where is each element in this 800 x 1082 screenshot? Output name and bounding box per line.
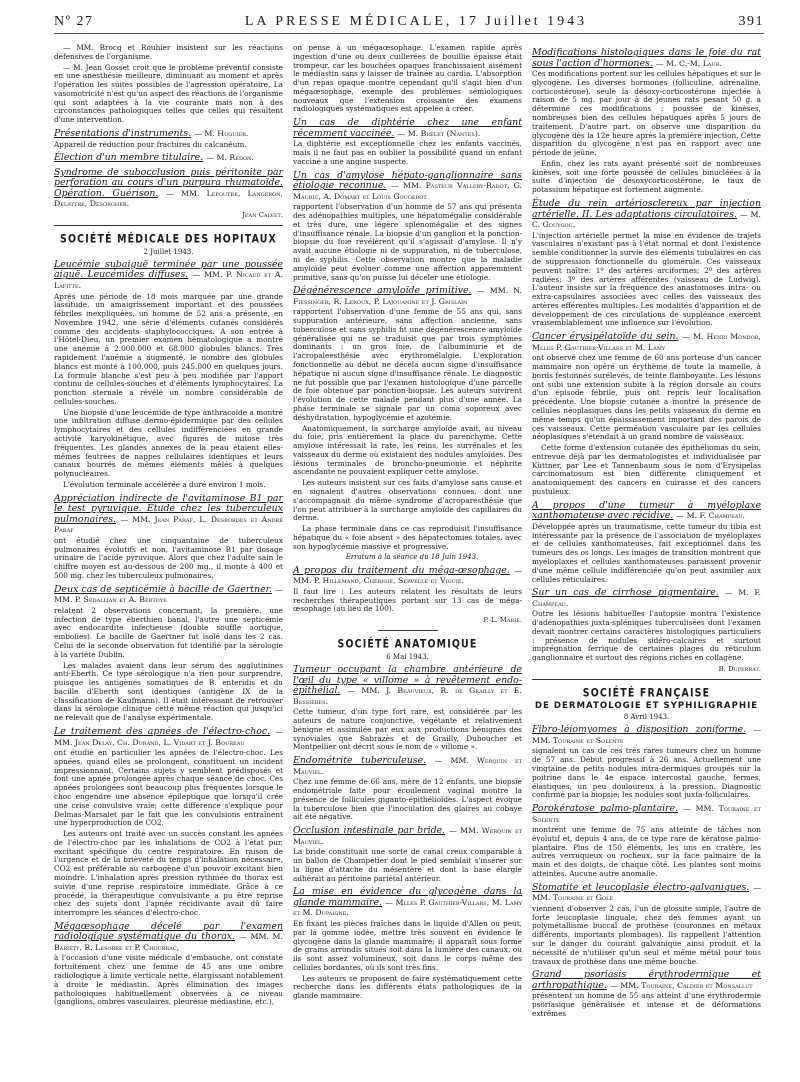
report-heading: La mise en évidence du glycogène dans la glande mammaire.	[293, 886, 522, 908]
paragraph: — M. Jean Gosset croit que le problème préventif consiste en une anesthésie meilleure, diminuant au moment et après l'opération les suites possibles de l'agression opératoire. La vasomotricité n'est qu'un aspect des réactions de l'organisme qui sont adaptées à la vie courante mais non à des circonstances pathologiques telles que celles qui résultent d'une intervention.	[54, 62, 283, 125]
report-authors: — M. F. Champeau.	[532, 588, 761, 608]
report-title	[532, 48, 761, 69]
signature: Jean Calvet.	[242, 211, 283, 219]
paragraph: Ces modifications portent sur les cellules hépatiques et sur le glycogène. Les diverses hormones (folliculine, adrénaline, corticostérone), seule la désoxy-corticostérone injectée à raison de 5 mg. par jour à de jeunes rats pesant 50 g. a déterminé ces modifications : poussée de kinèses, nombreuses bien des cellules hépatiques après 5 jours de traitement. D'autre part, on observe une disparition du glycogène dès la 12e heure après la première injection. Cette disparition du glycogène n'est pas en rapport avec une période de jeûne.	[532, 69, 761, 158]
report-authors: — MM. N. Fiessinger, R. Leroux, P. Lajouanine et J. Grislain	[293, 286, 522, 306]
paragraph: Cette forme d'extension cutanée des épithéliomas du sein, entrevue déjà par les dermatologistes et individualisée par Küttner, par Lee et Tannenbaum sous le nom d'Erysipelas carcinomatosum est bien différente cliniquement et anatomiquement des cancers en cuirasse et des cancers pustuleux.	[532, 443, 761, 496]
paragraph: Après une période de 18 mois marquée par une grande lassitude, un amaigrissement important et des poussées fébriles inexpliquées, un homme de 52 ans a présenté, en Novembre 1942, une série d'éléments cutanés considérés comme des accidents staphylococciques. A son entrée à l'Hôtel-Dieu, un premier examen hématologique a montré une anémie à 2.000.000 et 68.000 globules blancs. Très rapidement l'anémie a augmenté, le nombre des globules blancs est monté à 100.000, puis 245.000 en quelques jours. La formule blanche s'est peu à peu modifiée par l'apport continu de cellules-souches et d'éléments lymphocytaires. La ponction sternale a révélé un nombre considérable de cellules-souches.	[54, 291, 283, 406]
report-heading: Étude du rein artériosclereux par injection artérielle. II. Les adaptations circulatoires.	[532, 198, 761, 220]
paragraph: Une biopsie d'une leucémide de type anthracoïde a montré une infiltration diffuse dermo-épidermique par des cellules lymphocytaires et des cellules indifférenciées en grande activité karyokinétique, avec figures de mitose très fréquentes. Les glandes annexes de la peau étaient elles-mêmes feutrées de nappes cellulaires identiques et leurs canaux bourrés de mêmes éléments mêlés à quelques polynucléaires.	[54, 407, 283, 479]
report-title	[54, 153, 283, 164]
report-title	[54, 585, 283, 606]
report-heading: Stomatite et leucoplasie électro-galvaniques.	[532, 881, 750, 893]
report-authors: — M. F. Champeau.	[676, 511, 746, 521]
paragraph: Outre les lésions habituelles l'autopsie montra l'existence d'adénopathies juxta-spléniques tuberculisées dont l'examen devait montrer certains caractères histologiques particuliers : présence de nodules sidéro-calcaires et surtout imprégnation ferrique de certaines plages du réticulum ganglionnaire et surtout des régions riches en collagène.	[532, 609, 761, 663]
report-title	[293, 566, 522, 587]
report-heading: Dégénérescence amyloïde primitive.	[293, 285, 472, 297]
paragraph: ont étudié en particulier les apnées de l'électro-choc. Les apnées, quand elles se prolongent, constituent un incident impressionnant. Certains sujets y semblent prédisposés et font une apnée prolongée après chaque séance de choc. Ces apnées prolongées sont beaucoup plus fréquentes lorsque le choc engendre une absence épileptique que lorsqu'il crée une crise convulsive vraie; cette différence s'explique pour Delmas-Marsalet par le fait que les convulsions entraînent une hyperproduction de CO2.	[54, 748, 283, 828]
section-date: 6 Mai 1943.	[386, 652, 429, 661]
report-authors: — MM. Werquin et Mauviel.	[293, 756, 522, 776]
divider	[378, 630, 438, 631]
report-heading: Tumeur occupant la chambre antérieure de l'œil du type « villome » à revêtement endo-épithélial.	[293, 664, 522, 697]
report-heading: Sur un cas de cirrhose pigmentaire.	[532, 587, 719, 599]
paragraph: Il faut lire : Les auteurs relatent les résultats de leurs recherches thérapeutiques portant sur 13 cas de méga-œsophage (au lieu de 100).	[293, 586, 522, 614]
report-heading: Syndrome de subocclusion puis péritonite par perforation au cours d'un purpura rhumatoïde. Opération. Guérison.	[54, 166, 283, 199]
paragraph: — MM. Brocq et Rouhier insistent sur les réactions défensives de l'organisme.	[54, 43, 283, 61]
paragraph: L'évolution terminale accélérée a duré environ 1 mois.	[63, 479, 266, 489]
section-date: 8 Avril 1943.	[623, 712, 670, 721]
report-title	[532, 883, 761, 904]
report-heading: Élection d'un membre titulaire.	[54, 152, 204, 164]
column-2	[293, 44, 522, 1021]
report-authors: — MM. M. Bariéty, R. Lesobre et P. Choubrac,	[54, 932, 283, 952]
paragraph: Enfin, chez les rats ayant présenté soit de nombreuses kinèses, soit une forte poussée de cellules binucléées à la suite d'injection de désoxycorticostérone, le taux de potassium hépatique est fortement augmenté.	[532, 158, 761, 195]
report-heading: Appréciation indirecte de l'avitaminose B1 par le test pyruvique. Étude chez les tuberculeux pulmonaires.	[54, 492, 283, 525]
report-heading: Un cas de diphtérie chez une enfant récemment vaccinée.	[293, 117, 522, 139]
section-title: SOCIÉTÉ MÉDICALE DES HOPITAUX	[60, 232, 277, 247]
issue-number: Nº 27	[54, 14, 94, 29]
report-title	[54, 727, 283, 748]
report-authors: — MM. Lepoutre, Langeron, Delattre, Desorgher.	[54, 188, 284, 209]
paragraph: présentent un homme de 55 ans atteint d'une érythrodermie psoriasique généralisée et intense et de déformations extrêmes	[532, 991, 761, 1018]
journal-title: LA PRESSE MÉDICALE, 17 Juillet 1943	[244, 14, 588, 29]
section-subtitle: DE DERMATOLOGIE ET SYPHILIGRAPHIE	[534, 700, 759, 711]
signature: B. Duperrat.	[718, 665, 761, 674]
report-heading: Un cas d'amylose hépato-ganglionnaire sans étiologie reconnue.	[293, 169, 522, 192]
report-title	[532, 501, 761, 522]
page-number: 391	[738, 14, 764, 29]
paragraph: montrent une femme de 75 ans atteinte de tâches non évolutif et, depuis 4 ans, de ce type rare de kératose palmo-plantaire. Plus de 150 éléments, les uns en cratère, les autres verruqueux ou rocheux, sur la face palmaire de la main et des doigts, de chaque côté. Les plantes sont moins atteintes. Aucune autre anomalie.	[532, 825, 761, 879]
report-heading: Endométrite tuberculeuse.	[293, 755, 427, 767]
report-authors: — MM. J. Beauvieux, R. de Grailly et E. Bessières.	[293, 686, 523, 706]
report-title	[293, 826, 522, 847]
paragraph: L'injection artérielle permet la mise en évidence de trajets vasculaires n'existant pas à l'état normal et dont l'existence semble conditionner la survie des éléments tubulaires en cas de suppression fonctionnelle du glomérule. Ces vaisseaux peuvent naître: 1º des artères arciformes; 2º des artères radiées; 3º des artères afférentes (vaisseau de Ludwig). L'auteur insiste sur la fréquence des anastomoses intra- ou extra-capsulaires associées avec celles des vaisseaux des artères efférentes multiples. Les modalités d'apparition et de développement de ces circulations de suppléance exercent vraisemblablement une influence sur l'évolution.	[532, 230, 761, 328]
report-title	[532, 970, 761, 991]
report-heading: Grand psoriasis érythrodermique et arthropathique.	[532, 969, 761, 991]
report-heading: Présentations d'instruments.	[54, 128, 192, 140]
report-title	[532, 199, 761, 231]
paragraph: Les auteurs insistent sur ces faits d'amylose sans cause et en signalent d'autres observations connues, dont une s'accompagnait du même syndrome d'acroparesthésie que l'on peut attribuer à la surcharge amyloïde des capillaires du derme.	[293, 478, 522, 523]
report-authors: — MM. Werquin et Mauviel.	[293, 826, 523, 846]
column-3	[532, 44, 761, 1021]
report-authors: — MM. Touraine, Caldier et Monsallut	[609, 980, 753, 990]
report-title	[54, 129, 283, 140]
paragraph: Anatomiquement, la surcharge amyloïde avait, au niveau du foie, pris entièrement la place du parenchyme. Cette amylose intéressait la rate, les reins, les surrénales et les vaisseaux du derme où existaient des nodules amyloïdes. Des lésions terminales de broncho-pneumonie et néphrite ascendante ne pouvaient expliquer cette amylose.	[293, 423, 522, 477]
paragraph: ont étudié chez une cinquantaine de tuberculeux pulmonaires évolutifs et non, l'avitaminose B1 par dosage urinaire de l'acide pyruvique. Alors que chez l'adulte sain le chiffre moyen est au-dessous de 200 mg., il monte à 400 et 500 mg. chez les tuberculeux pulmonaires.	[54, 535, 283, 580]
section-date: 2 Juillet 1943.	[143, 247, 194, 256]
report-title	[532, 332, 761, 353]
paragraph: signalent un cas de ces très rares tumeurs chez un homme de 57 ans. Début progressif à 26 ans. Actuellement une vingtaine de petits nodules intra-dermiques groupés sur la poitrine dans le 4e espace intercostal gauche, fermes, élastiques, un peu douloureux à la pression. Diagnostic confirmé par la biopsie; les nodules sont juxta-folliculaires.	[532, 746, 761, 800]
report-title	[293, 286, 522, 307]
report-heading: Modifications histologiques dans le foie du rat sous l'action d'hormones.	[532, 47, 761, 69]
report-authors: — MM. Touraine et Solente	[532, 804, 762, 824]
report-authors: — M. Huguier.	[194, 129, 249, 139]
report-title	[532, 804, 761, 825]
divider	[54, 225, 283, 226]
report-authors: — Mlles P. Gauthier-Villars, M. Lamy et M. Dupaigne.	[293, 897, 522, 918]
paragraph: Chez une femme de 66 ans, mère de 12 enfants, une biopsie endométriale faite pour écoulement vaginal montre la présence de follicules giganto-épithélioïdes. L'aspect évoque la tuberculose bien que l'inoculation des glaires au cobaye ait été négative.	[293, 777, 522, 822]
report-heading: Le traitement des apnées de l'électro-choc.	[54, 725, 271, 737]
report-heading: Leucémie subaiguë terminée par une poussée aiguë. Leucémides diffuses.	[54, 258, 283, 281]
report-heading: A propos d'une tumeur à myéloplaxe xanthomateuse avec récidive.	[532, 499, 761, 522]
report-title	[54, 494, 283, 536]
report-heading: Occlusion intestinale par bride.	[293, 825, 446, 837]
report-authors: — MM. P. Nicaud et A. Lafitte.	[54, 270, 283, 290]
paragraph: La diphtérie est exceptionnelle chez les enfants vaccinés, mais il ne faut pas en oublier la possibilité quand un enfant vacciné a une angine suspecte.	[293, 139, 522, 166]
report-title	[293, 665, 522, 707]
report-authors: — MM. P. Hillemand, Chérigié, Servelle et Viguié.	[293, 565, 522, 586]
report-authors: — MM. Touraine et Solente	[532, 725, 761, 745]
report-title	[293, 171, 522, 203]
report-authors: — M. C. Gouygou.	[532, 209, 761, 230]
paragraph: on pense à un mégaœsophage. L'examen rapide après ingestion d'une ou deux cuillerées de bouillie épaisse était trompeur, car les bouchées opaques franchissaient aisément le médiastin sans y laisser de traînée au cardia. L'absorption d'un repas opaque montre cependant qu'il s'agit bien d'un mégaœsophage, exemple des problèmes sémiologiques nouveaux que l'extension croissante des examens radiologiques systématiques est appelée à créer.	[293, 43, 522, 114]
paragraph: rapportent l'observation d'une femme de 55 ans qui, sans suppuration antérieure, sans affection ancienne, sans tuberculose et sans syphilis fit une dégénérescence amyloïde généralisée qui ne se traduisit que par trois symptômes dominants : un gros foie, de l'albuminurie et de l'acropaleesthésie avec érythromélalgie. L'exploration fonctionnelle au début ne décela aucun signe d'insuffisance hépatique ni aucun signe d'insuffisance rénale. Le diagnostic ne fut possible que par l'examen histologique d'une parcelle de foie obtenue par ponction-biopsie. Les auteurs suivirent l'évolution de cette malade pendant plus d'une année. La phase terminale se signale par un coma soporeux avec déshydratation, hypoglycémie et azotémie.	[293, 307, 522, 422]
section-title: SOCIÉTÉ FRANÇAISE	[582, 686, 711, 701]
report-authors: — M. Henri Mondor, Mlles P. Gauthier-Villars et M. Lamy	[532, 332, 761, 352]
paragraph: à l'occasion d'une visite médicale d'embauche, ont constaté fortuitement chez une femme de 45 ans une ombre radiologique à limite verticale nette, élargissant notablement à droite le médiastin. Après élimination des images pathologiques habituellement observées à ce niveau (ganglions, ombres vasculaires, pleurésie médiastine, etc.),	[54, 953, 283, 1007]
section-title: SOCIÉTÉ ANATOMIQUE	[337, 638, 478, 652]
paragraph: viennent d'observer 2 cas, l'un de glossite simple, l'autre de forte leucoplasie linguale, chez des femmes ayant un polymétallisme buccal de prothèse (couronnes en métaux différents, importants plombages). Ils rappellent l'attention sur le danger du courant galvanique ainsi produit et la nécessité de n'utiliser qu'un seul et même métal pour tous travaux de prothèse dans une même bouche.	[532, 903, 761, 966]
report-authors: — MM. P. Sédallian et A. Bertoye	[54, 584, 283, 605]
report-authors: — M. C.-M. Laur.	[655, 58, 722, 68]
report-authors: — M. Redon.	[206, 153, 254, 163]
paragraph: En fixant les pièces fraîches dans le liquide d'Allen ou peut, par la gomme iodée, mettre très souvent en évidence le glycogène dans la glande mammaire; il apparaît sous forme de grains arrondis situés soit dans la lumière des canaux, où ils sont assez volumineux, soit dans le corps même des cellules bordantes, où ils sont très fins.	[293, 918, 522, 972]
report-authors: — MM. Pasteur Vallery-Radot, G. Mauric, A. Domart et Louis Gougerot	[293, 181, 523, 201]
paragraph: Appareil de réduction pour fractures du calcanéum.	[54, 139, 247, 149]
article-columns	[54, 44, 764, 1021]
report-title	[293, 118, 522, 139]
paragraph: relatent 2 observations concernant, la première, une infection de type éberthien banal, l'autre une septicémie avec endocardite infectieuse (double souffle aortique, embolies). Le bacille de Gaertner fut isolé dans les 2 cas. Celui de la seconde observation fut identifié par la sérologie à la variété Dublin.	[54, 605, 283, 659]
paragraph: Cette tumeur, d'un type fort rare, est considérée par les auteurs de nature conjonctive, végétante et relativement bénigne et assimilée par eux aux productions bénignes des synoviales que Sabrazès et de Grailly, Duboucher et Montpellier ont décrit sous le nom de « villome ».	[293, 707, 522, 752]
report-title	[54, 168, 283, 210]
report-authors: — MM. Touraine et Golé	[532, 882, 762, 903]
paragraph: rapportent l'observation d'un homme de 57 ans qui présenta des adénopathies multiples, une hépatomégalie considérable et très dure, une légère splénomégalie et des signes d'insuffisance rénale. La biopsie d'un ganglion et la ponction-biopsie du foie révélèrent qu'il s'agissait d'amylose. Il n'y avait aucune étiologie ni de suppuration, ni de tuberculose, ni de syphilis. Cette observation montre que la maladie amyloïde peut évoluer comme une affection apparemment primitive, sans qu'on puisse lui déceler une étiologie.	[293, 202, 522, 282]
paragraph: ont observé chez une femme de 60 ans porteuse d'un cancer mammaire non opéré un érythème de toute la mamelle, à bords festonnés surélevés, de teinte flamboyante. Les lésions ont subi une extension subite à la région dorsale au cours d'un épisode fébrile, puis ont repris leur localisation précédente. Une biopsie cutanée a montré la présence de cellules néoplasiques dans les petits vaisseaux du derme en même temps qu'un épaississement important des parois de ces vaisseaux. Cette perméation vasculaire par les cellules néoplasiques s'étendait à un grand nombre de vaisseaux.	[532, 353, 761, 442]
paragraph: Développée après un traumatisme, cette tumeur du tibia est intéressante par la présence de l'association de myéloplaxes et de cellules xanthomateuses, fait exceptionnel dans les tumeurs des os longs. Les images de transition montrent que myéloplaxes et cellules xanthomateuses paraissent provenir d'une même cellule indifférenciée qu'on peut assimiler aux cellules réticulaires.	[532, 521, 761, 584]
report-heading: Fibro-léiomyomes à disposition zoniforme.	[532, 724, 747, 736]
erratum-note: Erratum à la séance du 18 Juin 1943.	[345, 553, 479, 562]
column-1	[54, 44, 283, 1021]
report-title	[293, 887, 522, 919]
paragraph: La phase terminale dans ce cas reproduisit l'insuffisance hépatique du « foie absent » des hépatectomies totales, avec son hypoglycémie massive et progressive.	[293, 524, 522, 551]
report-title	[54, 260, 283, 292]
paragraph: La bride constituait une sorte de canal creux comparable à un ballon de Champetier dont le pied semblait s'insérer sur la ligne d'attache du mésentère et dont la base élargie adhérait au péritoine pariétal antérieur.	[293, 847, 522, 883]
report-title	[532, 588, 761, 609]
page-header	[54, 14, 764, 34]
report-authors: — MM. Jean Paraf, L. Desbordes et André Paraf	[54, 514, 283, 535]
report-heading: Porokératose palmo-plantaire.	[532, 803, 679, 815]
report-title	[293, 756, 522, 777]
paragraph: Les auteurs se proposent de faire systématiquement cette recherche dans les différents états pathologiques de la glande mammaire.	[293, 973, 522, 1001]
signature: P.-L. Marie.	[483, 616, 522, 625]
report-title	[532, 725, 761, 746]
report-authors: — MM. Jean Delay, Ch. Durand, L. Vidart et J. Boureau	[54, 726, 283, 747]
paragraph: Les auteurs ont traité avec un succès constant les apnées de l'électro-choc par les inhalations de CO2 à l'état pur, excitant spécifique du centre respiratoire. En raison de l'urgence et de la brièveté du temps d'inhalation nécessaire, CO2 est préférable au carbogène d'un pouvoir excitant bien moindre. L'inhalation après pression rythmée du thorax est suivie d'une reprise respiratoire immédiate. Grâce à ce procédé, la thérapeutique convulsivante a pu être reprise chez des sujets dont l'apnée récidivante avait dû faire interrompre les séances d'électro-choc.	[54, 829, 283, 918]
divider	[532, 679, 761, 680]
report-heading: Cancer érysipélatoïde du sein.	[532, 331, 679, 343]
paragraph: Les malades avaient dans leur sérum des agglutinines anti-Eberth. Ce type sérologique n'a rien pour surprendre, puisque les antigènes somatiques de B. enteridis et du bacille d'Eberth sont identiques (antigène IX de la classification de Kaufmann). Il était intéressant de retrouver dans la sérologie clinique cette même réaction qui jusqu'ici ne relevait que de l'analyse expérimentale.	[54, 660, 283, 723]
report-heading: Mégaœsophage décelé par l'examen radiologique systématique du thorax.	[54, 920, 283, 943]
report-heading: A propos du traitement du méga-œsophage.	[293, 564, 510, 576]
report-title	[54, 922, 283, 954]
report-heading: Deux cas de septicémie à bacille de Gaertner.	[54, 583, 273, 595]
report-authors: — M. Brelet (Nantes).	[397, 128, 481, 138]
